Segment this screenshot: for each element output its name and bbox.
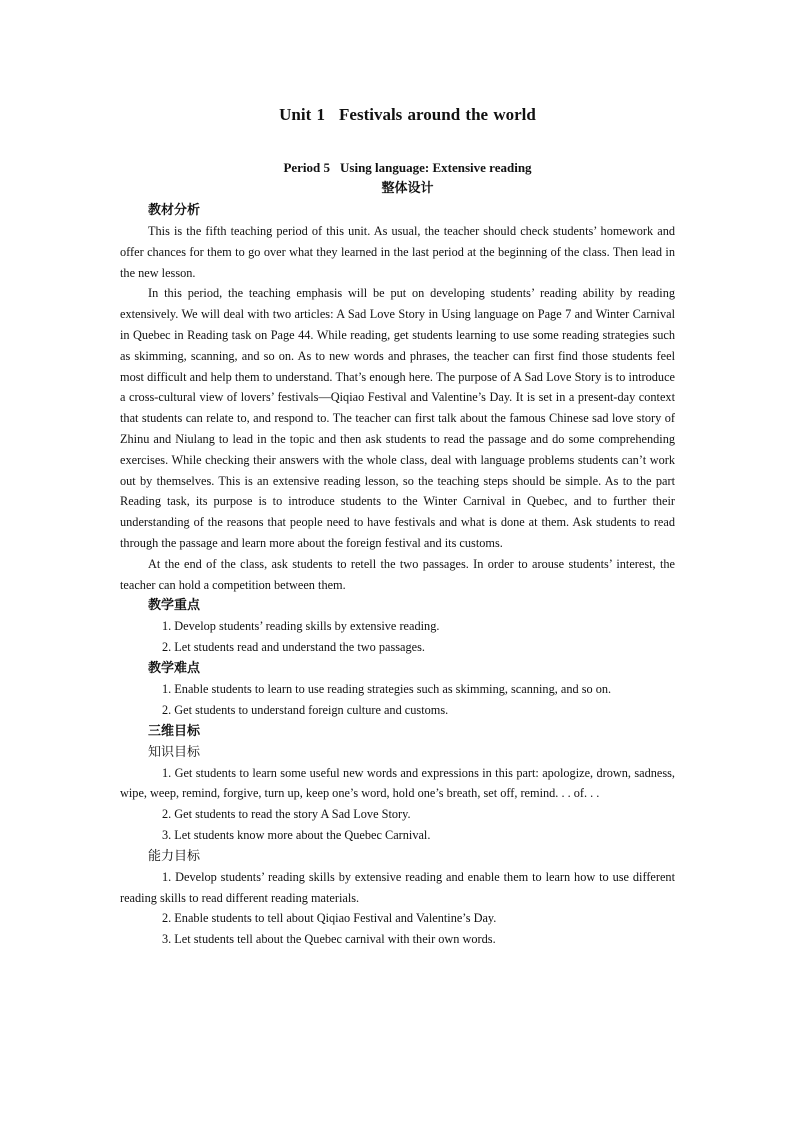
document-content: [120, 100, 675, 950]
period-topic: Using language: Extensive reading: [340, 160, 532, 175]
difficulties-heading: 教学难点: [148, 660, 201, 676]
period-label: Period 5: [283, 160, 331, 175]
overall-design-heading: 整体设计: [381, 181, 434, 196]
period-title: [120, 158, 675, 178]
analysis-paragraph: This is the fifth teaching period of this unit. As usual, the teacher should check students’ homework and offer chances for them to go over what they learned in the last period at the beginning of the class. Then lead in the new lesson.: [120, 224, 675, 280]
unit-number: Unit 1: [279, 105, 326, 124]
ability-objective-item: 3. Let students tell about the Quebec carnival with their own words.: [162, 932, 496, 947]
key-points-heading: 教学重点: [148, 598, 201, 614]
ability-objectives-heading: 能力目标: [148, 848, 201, 864]
analysis-paragraph: In this period, the teaching emphasis will be put on developing students’ reading ability by reading extensively. We will deal with two articles: A Sad Love Story in Using language on Page 7 and Winter Carnival in Quebec in Reading task on Page 44. While reading, get students learning to use some reading strategies such as skimming, scanning, and so on. As to new words and phrases, the teacher can first find those students feel most difficult and help them to understand. That’s enough here. The purpose of A Sad Love Story is to introduce a cross-cultural view of lovers’ festivals—Qiqiao Festival and Valentine’s Day. It is set in a present-day context that students can relate to, and respond to. The teacher can first talk about the famous Chinese sad love story of Zhinu and Niulang to lead in the topic and then ask students to read the passage and do some comprehending exercises. While checking their answers with the whole class, deal with language problems students can’t work out by themselves. This is an extensive reading lesson, so the teaching steps should be simple. As to the part Reading task, its purpose is to introduce students to the Winter Carnival in Quebec, and to further their understanding of the reasons that people need to have festivals and what is done at them. Ask students to read through the passage and learn more about the foreign festival and its customs.: [120, 286, 675, 550]
key-point-item: 2. Let students read and understand the two passages.: [162, 640, 425, 655]
knowledge-objectives-heading: 知识目标: [148, 744, 201, 760]
objectives-heading: 三维目标: [148, 723, 201, 739]
unit-title: [120, 100, 675, 130]
analysis-heading: 教材分析: [148, 203, 201, 218]
knowledge-objective-item: 2. Get students to read the story A Sad Love Story.: [162, 807, 411, 822]
difficulty-item: 1. Enable students to learn to use reading strategies such as skimming, scanning, and so on.: [162, 681, 612, 696]
key-point-item: 1. Develop students’ reading skills by extensive reading.: [162, 619, 440, 634]
knowledge-objective-item: 3. Let students know more about the Quebec Carnival.: [162, 827, 431, 842]
ability-objective-item: 2. Enable students to tell about Qiqiao Festival and Valentine’s Day.: [162, 911, 497, 926]
analysis-paragraph: At the end of the class, ask students to retell the two passages. In order to arouse students’ interest, the teacher can hold a competition between them.: [120, 556, 675, 592]
knowledge-objective-item: 1. Get students to learn some useful new words and expressions in this part: apologize, drown, sadness, wipe, weep, remind, forgive, turn up, keep one’s word, hold one’s breath, set off, remind. . . of. . .: [120, 765, 675, 801]
ability-objective-item: 1. Develop students’ reading skills by extensive reading and enable them to learn how to use different reading skills to read different reading materials.: [120, 869, 675, 905]
unit-topic: Festivals around the world: [339, 105, 536, 124]
difficulty-item: 2. Get students to understand foreign culture and customs.: [162, 702, 449, 717]
